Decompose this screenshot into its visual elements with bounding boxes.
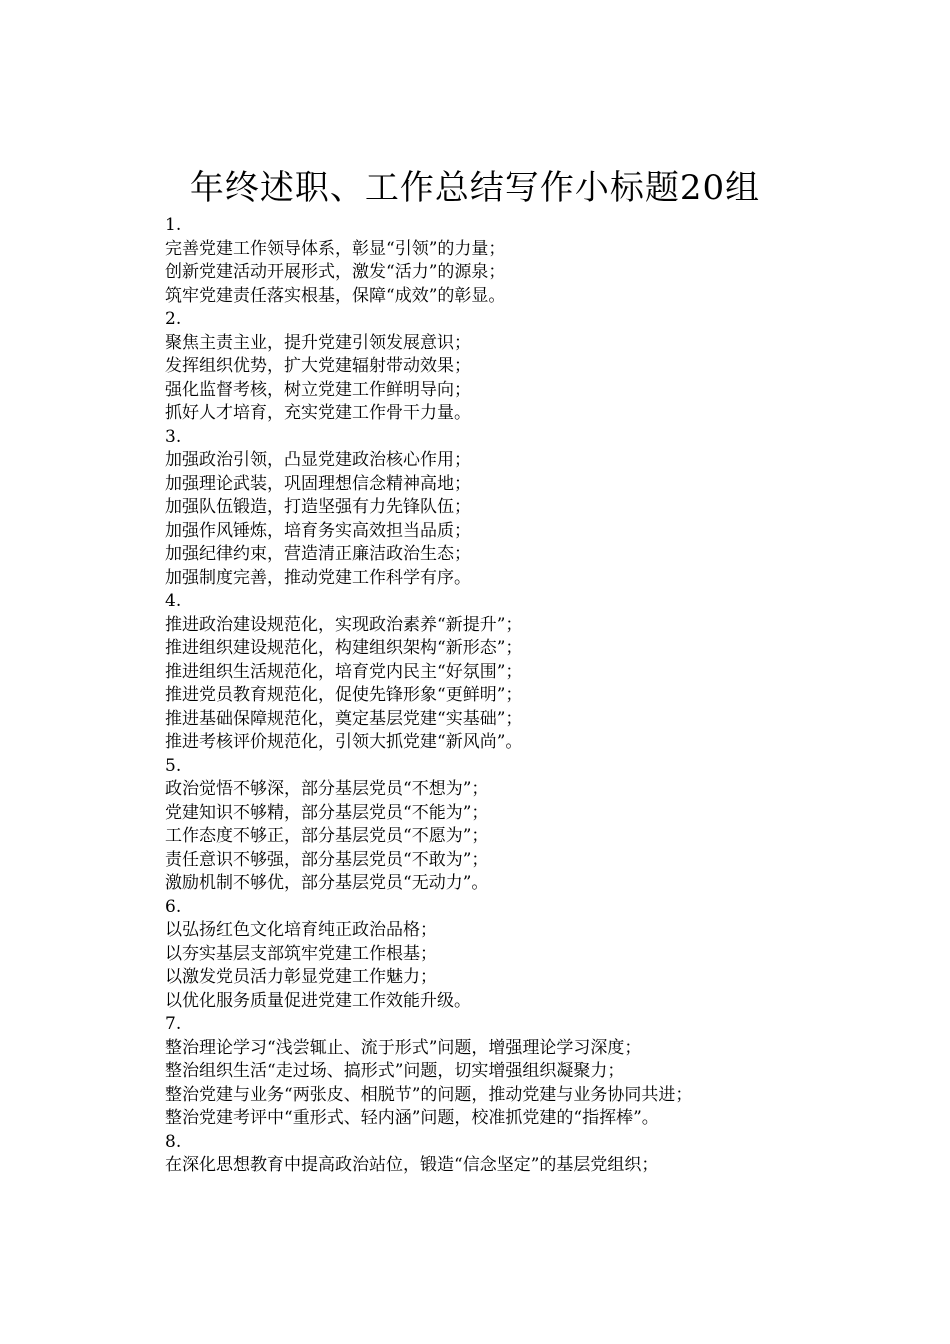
section-line: 推进组织建设规范化，构建组织架构“新形态”； (165, 638, 523, 658)
section-line: 推进党员教育规范化，促使先锋形象“更鲜明”； (165, 685, 523, 705)
section-number: 8. (165, 1131, 182, 1152)
section-line: 加强队伍锻造，打造坚强有力先锋队伍； (165, 497, 471, 517)
section-line: 整治党建与业务“两张皮、相脱节”的问题，推动党建与业务协同共进； (165, 1084, 693, 1105)
section-number: 3. (165, 426, 182, 447)
section-line: 筑牢党建责任落实根基，保障“成效”的彰显。 (165, 285, 506, 306)
section-line: 以优化服务质量促进党建工作效能升级。 (165, 990, 471, 1011)
section-line: 完善党建工作领导体系，彰显“引领”的力量； (165, 238, 506, 259)
section-line: 加强制度完善，推动党建工作科学有序。 (165, 567, 471, 588)
section-line: 强化监督考核，树立党建工作鲜明导向； (165, 379, 471, 400)
section-number: 5. (165, 755, 182, 776)
section-line: 推进组织生活规范化，培育党内民主“好氛围”； (165, 661, 523, 682)
section-line: 整治党建考评中“重形式、轻内涵”问题，校准抓党建的“指挥棒”。 (165, 1108, 659, 1128)
section-line: 以夯实基层支部筑牢党建工作根基； (165, 943, 437, 964)
section-line: 推进基础保障规范化，奠定基层党建“实基础”； (165, 708, 523, 729)
section-line: 以弘扬红色文化培育纯正政治品格； (165, 920, 437, 940)
section-line: 激励机制不够优，部分基层党员“无动力”。 (165, 873, 489, 893)
section-line: 责任意识不够强，部分基层党员“不敢为”； (165, 849, 489, 870)
document-title: 年终述职、工作总结写作小标题20组 (189, 168, 761, 208)
section-line: 创新党建活动开展形式，激发“活力”的源泉； (165, 262, 506, 282)
section-line: 整治理论学习“浅尝辄止、流于形式”问题，增强理论学习深度； (165, 1037, 642, 1058)
section-line: 推进考核评价规范化，引领大抓党建“新风尚”。 (165, 732, 523, 752)
section-line: 在深化思想教育中提高政治站位，锻造“信念坚定”的基层党组织； (165, 1155, 659, 1175)
section-line: 政治觉悟不够深，部分基层党员“不想为”； (165, 779, 489, 799)
section-line: 整治组织生活“走过场、搞形式”问题，切实增强组织凝聚力； (165, 1061, 625, 1081)
section-line: 以激发党员活力彰显党建工作魅力； (165, 967, 437, 987)
section-line: 加强作风锤炼，培育务实高效担当品质； (165, 520, 471, 541)
section-line: 抓好人才培育，充实党建工作骨干力量。 (165, 403, 471, 423)
document-body (165, 214, 905, 1178)
section-number: 6. (165, 896, 182, 917)
section-number: 4. (165, 591, 182, 611)
section-number: 2. (165, 309, 182, 329)
section-number: 7. (165, 1014, 182, 1034)
section-line: 加强理论武装，巩固理想信念精神高地； (165, 473, 471, 494)
section-number: 1. (165, 215, 182, 235)
section-line: 推进政治建设规范化，实现政治素养“新提升”； (165, 614, 523, 635)
section-line: 加强政治引领，凸显党建政治核心作用； (165, 450, 471, 470)
section-line: 工作态度不够正，部分基层党员“不愿为”； (165, 826, 489, 846)
section-line: 发挥组织优势，扩大党建辐射带动效果； (165, 356, 471, 376)
section-line: 党建知识不够精，部分基层党员“不能为”； (165, 802, 489, 823)
section-line: 加强纪律约束，营造清正廉洁政治生态； (165, 544, 471, 564)
section-line: 聚焦主责主业，提升党建引领发展意识； (165, 332, 471, 353)
